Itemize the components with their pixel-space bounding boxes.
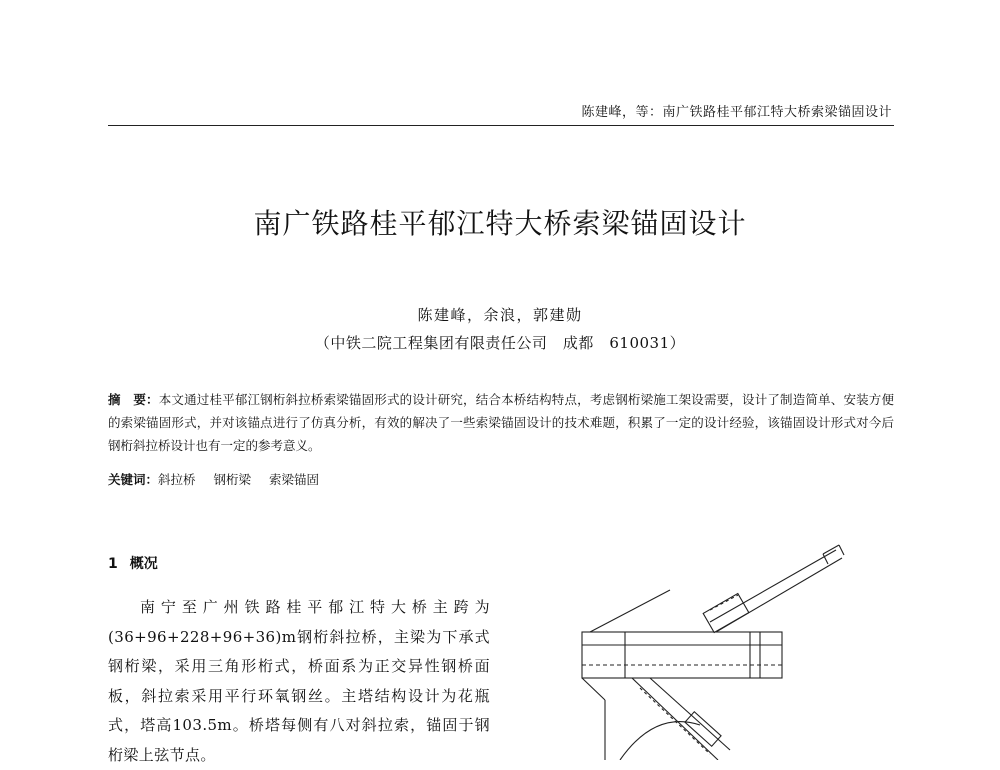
keywords-label: 关键词： <box>108 472 159 487</box>
running-head: 陈建峰，等：南广铁路桂平郁江特大桥索梁锚固设计 <box>581 105 892 120</box>
stay-cable <box>710 550 836 622</box>
keyword-item: 斜拉桥 <box>158 472 196 487</box>
keyword-item: 钢桁梁 <box>213 472 252 487</box>
abstract-label: 摘 要： <box>108 392 159 407</box>
section-title: 概况 <box>129 556 158 572</box>
keywords <box>108 470 894 488</box>
body-paragraph: 南宁至广州铁路桂平郁江特大桥主跨为(36+96+228+96+36)m钢桁斜拉桥，主梁为下承式钢桁梁，采用三角形桁式，桥面系为正交异性钢桥面板，斜拉索采用平行环氧钢丝。主塔结构设计为花瓶式，塔高103.5m。桥塔每侧有八对斜拉索，锚固于钢桁梁上弦节点。 <box>108 598 490 764</box>
abstract-text: 本文通过桂平郁江钢桁斜拉桥索梁锚固形式的设计研究，结合本桥结构特点，考虑钢桁梁施工架设需要，设计了制造简单、安装方便的索梁锚固形式，并对该锚点进行了仿真分析，有效的解决了一些索梁锚固设计的技术难题，积累了一定的设计经验，该锚固设计形式对今后钢桁斜拉桥设计也有一定的参考意义。 <box>108 392 894 453</box>
affiliation: （中铁二院工程集团有限责任公司 成都 610031） <box>314 334 686 352</box>
paper-title: 南广铁路桂平郁江特大桥索梁锚固设计 <box>253 207 747 240</box>
top-chord-node <box>582 632 782 678</box>
cable-anchorage-figure <box>560 540 860 760</box>
author-list: 陈建峰，余浪，郭建勋 <box>417 306 583 324</box>
header-rule <box>108 125 894 126</box>
section-number: 1 <box>108 556 118 572</box>
diagonal-web <box>632 678 718 760</box>
section-heading <box>108 553 158 573</box>
keyword-item: 索梁锚固 <box>269 472 320 487</box>
abstract <box>108 388 894 457</box>
